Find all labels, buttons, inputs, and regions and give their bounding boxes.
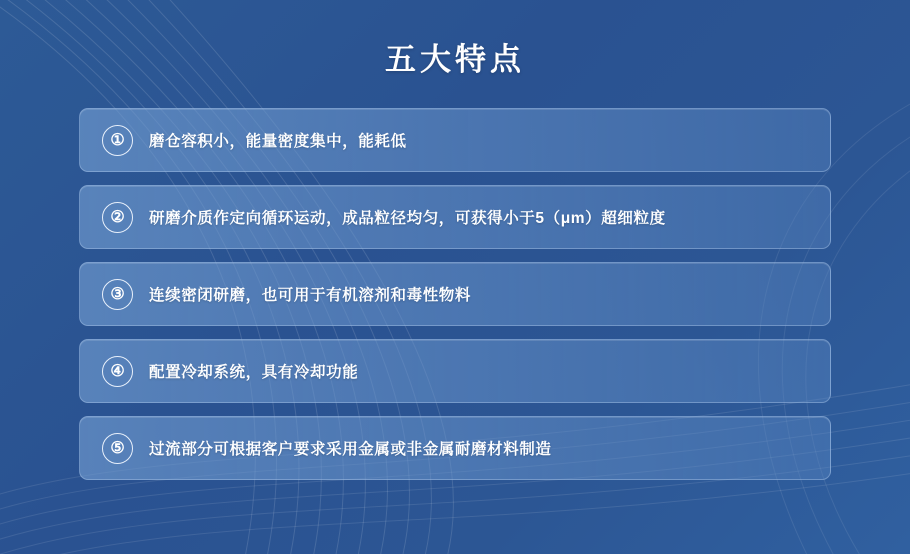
list-item [79,339,831,403]
page-title: 五大特点 [385,42,525,77]
item-number-badge: ④ [102,356,133,387]
item-number-badge: ⑤ [102,433,133,464]
list-item [79,416,831,480]
item-text: 研磨介质作定向循环运动，成品粒径均匀，可获得小于5（μm）超细粒度 [149,210,666,227]
item-text: 过流部分可根据客户要求采用金属或非金属耐磨材料制造 [149,441,552,458]
item-number-badge: ② [102,202,133,233]
feature-list [79,108,831,480]
list-item [79,262,831,326]
item-text: 配置冷却系统，具有冷却功能 [149,364,359,381]
item-text: 连续密闭研磨，也可用于有机溶剂和毒性物料 [149,287,472,304]
list-item [79,108,831,172]
item-number-badge: ③ [102,279,133,310]
item-number-badge: ① [102,125,133,156]
list-item [79,185,831,249]
item-text: 磨仓容积小，能量密度集中，能耗低 [149,133,407,150]
